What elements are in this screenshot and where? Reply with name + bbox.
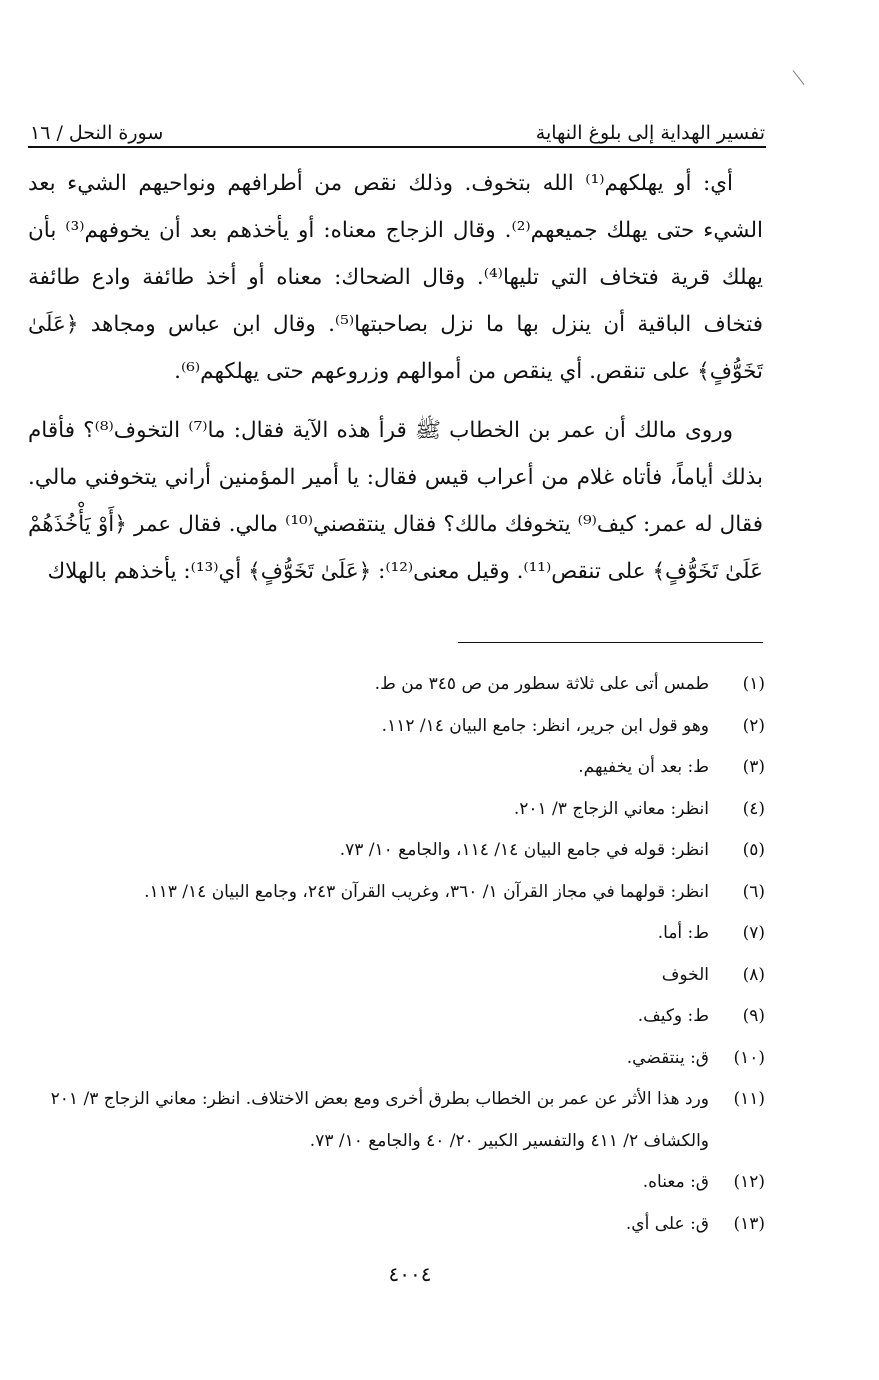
surah-title: سورة النحل / ١٦ xyxy=(30,122,164,144)
footnote xyxy=(40,1038,765,1080)
paragraph-2: وروى مالك أن عمر بن الخطاب ﷺ قرأ هذه الآية فقال: ما⁽⁷⁾ التخوف⁽⁸⁾؟ فأقام بذلك أياماً، فأتاه غلام من أعراب قيس فقال: يا أمير المؤمنين أراني يتخوفني مالي. فقال له عمر: كيف⁽⁹⁾ يتخوفك مالك؟ فقال ينتقصني⁽¹⁰⁾ مالي. فقال عمر ﴿أَوْ يَأْخُذَهُمْ عَلَىٰ تَخَوُّفٍ﴾ على تنقص⁽¹¹⁾. وقيل معنى⁽¹²⁾: ﴿عَلَىٰ تَخَوُّفٍ﴾ أي⁽¹³⁾: يأخذهم بالهلاك xyxy=(28,418,763,584)
book-title: تفسير الهداية إلى بلوغ النهاية xyxy=(535,122,765,144)
footnote-text: ط: وكيف. xyxy=(637,1006,709,1026)
footnote xyxy=(40,955,765,997)
footnote xyxy=(40,913,765,955)
footnote xyxy=(40,996,765,1038)
footnote xyxy=(40,1162,765,1204)
footnote xyxy=(40,789,765,831)
scan-mark xyxy=(793,70,805,85)
footnote-text: ق: معناه. xyxy=(642,1172,709,1192)
footnote-text: انظر: معاني الزجاج ٣/ ٢٠١. xyxy=(513,798,709,819)
footnote-number: (١٣) xyxy=(733,1213,765,1234)
footnote-number: (٥) xyxy=(742,840,765,860)
footnote-text: انظر: قوله في جامع البيان ١٤/ ١١٤، والجامع ١٠/ ٧٣. xyxy=(339,840,709,860)
footnote-number: (٨) xyxy=(742,964,765,985)
main-text xyxy=(28,160,763,595)
footnote xyxy=(40,706,765,748)
paragraph-1: أي: أو يهلكهم⁽¹⁾ الله بتخوف. وذلك نقص من أطرافهم ونواحيهم الشيء بعد الشيء حتى يهلك جميعهم⁽²⁾. وقال الزجاج معناه: أو يأخذهم بعد أن يخوفهم⁽³⁾ بأن يهلك قرية فتخاف التي تليها⁽⁴⁾. وقال الضحاك: معناه أو أخذ طائفة وادع طائفة فتخاف الباقية أن ينزل بها ما نزل بصاحبتها⁽⁵⁾. وقال ابن عباس ومجاهد ﴿عَلَىٰ تَخَوُّفٍ﴾ على تنقص. أي ينقص من أموالهم وزروعهم حتى يهلكهم⁽⁶⁾. xyxy=(28,171,763,384)
page-number: ٤٠٠٤ xyxy=(388,1262,432,1286)
footnote-text: ق: على أي. xyxy=(625,1213,709,1234)
footnote xyxy=(40,872,765,914)
footnote-number: (١٠) xyxy=(733,1047,765,1068)
footnote-number: (١٢) xyxy=(733,1172,765,1192)
footnote-text: ط: أما. xyxy=(657,923,709,943)
footnote-rule xyxy=(458,642,763,643)
footnote xyxy=(40,1204,765,1246)
footnote-number: (١١) xyxy=(733,1089,765,1109)
page-header xyxy=(30,104,765,144)
footnote xyxy=(40,1079,765,1162)
footnote xyxy=(40,830,765,872)
footnote-text: طمس أتى على ثلاثة سطور من ص ٣٤٥ من ط. xyxy=(374,674,709,694)
header-rule xyxy=(28,146,766,148)
footnote-text: الخوف xyxy=(661,964,709,985)
footnote-number: (٣) xyxy=(742,757,765,777)
footnote-number: (٦) xyxy=(742,881,765,902)
footnote-number: (٩) xyxy=(742,1006,765,1026)
footnote xyxy=(40,747,765,789)
footnote-text: انظر: قولهما في مجاز القرآن ١/ ٣٦٠، وغريب القرآن ٢٤٣، وجامع البيان ١٤/ ١١٣. xyxy=(144,881,709,902)
footnote-number: (٤) xyxy=(742,798,765,819)
footnote xyxy=(40,664,765,706)
footnotes xyxy=(40,664,765,1245)
footnote-number: (١) xyxy=(742,674,765,694)
footnote-text: وهو قول ابن جرير، انظر: جامع البيان ١٤/ ١١٢. xyxy=(381,715,709,736)
footnote-number: (٢) xyxy=(742,715,765,736)
footnote-number: (٧) xyxy=(742,923,765,943)
footnote-text: ق: ينتقضي. xyxy=(626,1047,709,1068)
footnote-text: ورد هذا الأثر عن عمر بن الخطاب بطرق أخرى ومع بعض الاختلاف. انظر: معاني الزجاج ٣/ ٢٠١ والكشاف ٢/ ٤١١ والتفسير الكبير ٢٠/ ٤٠ والجامع ١٠/ ٧٣. xyxy=(50,1089,709,1151)
footnote-text: ط: بعد أن يخفيهم. xyxy=(578,757,709,777)
